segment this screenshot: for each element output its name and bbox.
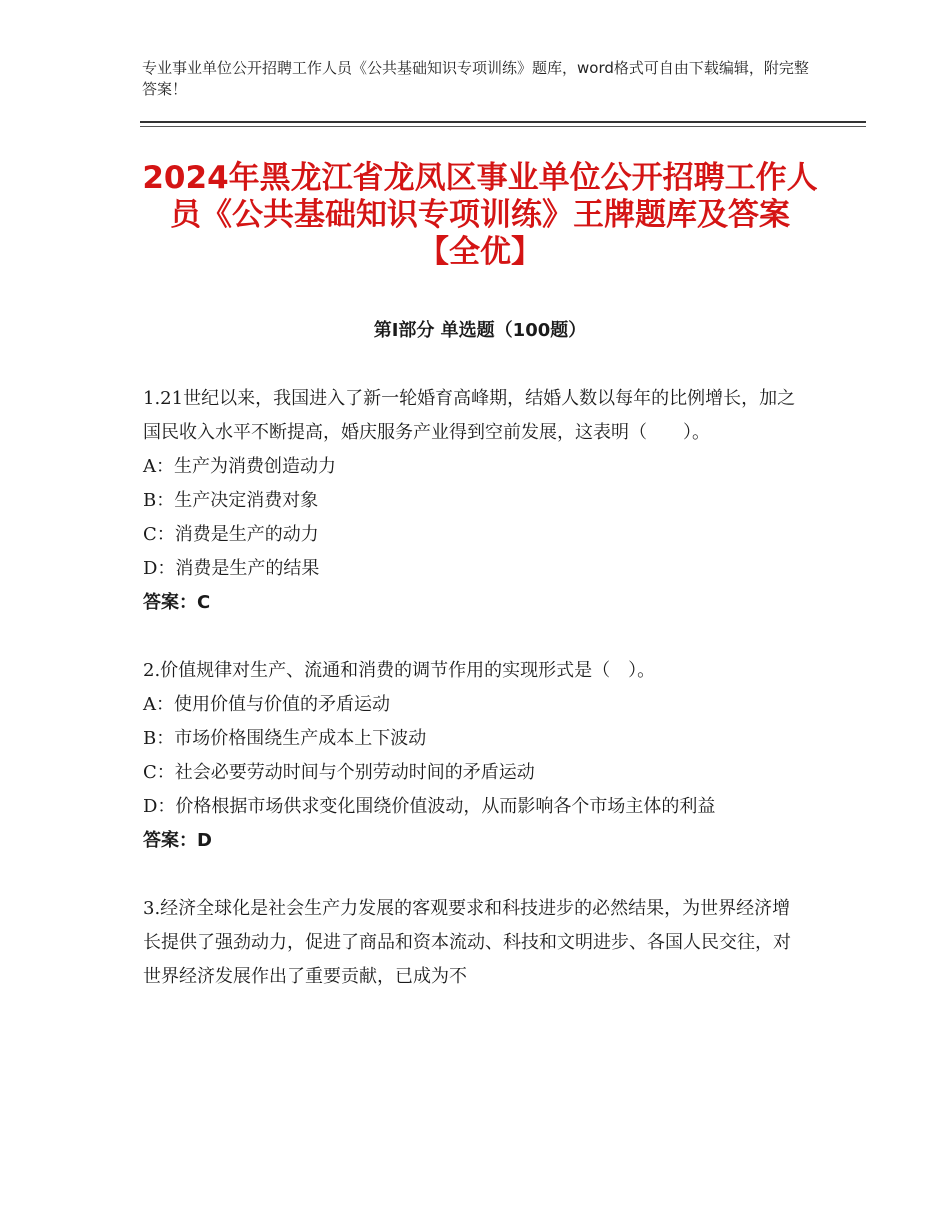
section-heading: 第Ⅰ部分 单选题（100题） [373,320,587,341]
option-c: C：社会必要劳动时间与个别劳动时间的矛盾运动 [143,762,535,783]
option-a: A：生产为消费创造动力 [143,456,336,477]
option-c: C：消费是生产的动力 [143,524,319,545]
document-title: 2024年黑龙江省龙凤区事业单位公开招聘工作人员《公共基础知识专项训练》王牌题库及答案【全优】 [142,160,818,270]
option-a: A：使用价值与价值的矛盾运动 [143,694,390,715]
answer-label: 答案：C [143,592,211,613]
option-b: B：生产决定消费对象 [143,490,319,511]
question-2 [143,654,808,858]
header-note: 专业事业单位公开招聘工作人员《公共基础知识专项训练》题库，word格式可自由下载编辑，附完整答案！ [142,59,809,98]
header-rule-thin [140,126,866,127]
option-b: B：市场价格围绕生产成本上下波动 [143,728,427,749]
question-stem: 2.价值规律对生产、流通和消费的调节作用的实现形式是（ ）。 [143,660,656,681]
question-1 [143,382,808,620]
option-d: D：消费是生产的结果 [143,558,320,579]
option-d: D：价格根据市场供求变化围绕价值波动，从而影响各个市场主体的利益 [143,796,716,817]
question-3 [143,892,808,994]
question-stem: 3.经济全球化是社会生产力发展的客观要求和科技进步的必然结果，为世界经济增长提供了强劲动力，促进了商品和资本流动、科技和文明进步、各国人民交往，对世界经济发展作出了重要贡献，已成为不 [143,898,791,987]
header-rule-thick [140,121,866,123]
answer-label: 答案：D [143,830,212,851]
question-stem: 1.21世纪以来，我国进入了新一轮婚育高峰期，结婚人数以每年的比例增长，加之国民收入水平不断提高，婚庆服务产业得到空前发展，这表明（ ）。 [143,388,796,443]
question-list [143,382,808,1028]
